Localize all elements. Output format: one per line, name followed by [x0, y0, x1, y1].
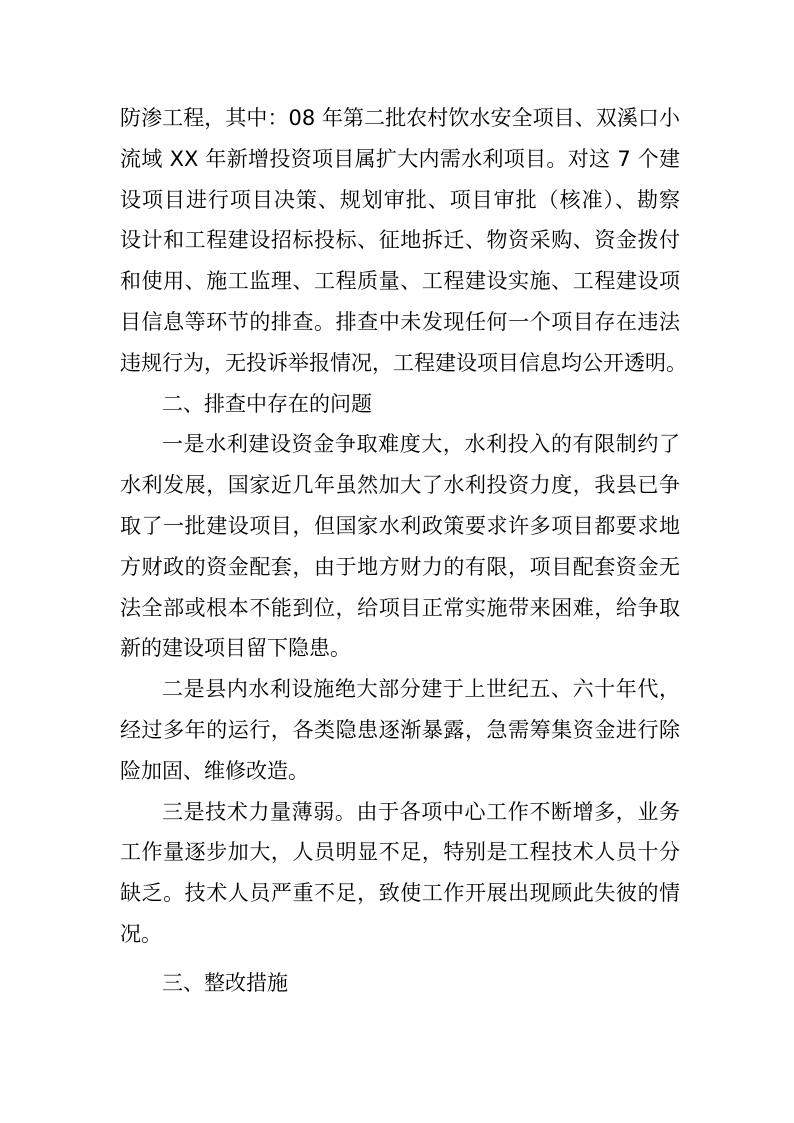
paragraph-line: 取了一批建设项目，但国家水利政策要求许多项目都要求地 [120, 513, 680, 538]
paragraph-line: 流域 XX 年新增投资项目属扩大内需水利项目。对这 7 个建 [120, 146, 680, 171]
paragraph-line: 设计和工程建设招标投标、征地拆迁、物资采购、资金拨付 [120, 228, 680, 253]
paragraph-line: 法全部或根本不能到位，给项目正常实施带来困难，给争取 [120, 595, 680, 620]
paragraph-line: 方财政的资金配套，由于地方财力的有限，项目配套资金无 [120, 554, 680, 579]
paragraph-line: 目信息等环节的排查。排查中未发现任何一个项目存在违法 [120, 309, 680, 334]
section-heading: 二、排查中存在的问题 [162, 391, 372, 416]
document-body [120, 98, 687, 1004]
paragraph-line: 一是水利建设资金争取难度大，水利投入的有限制约了 [162, 432, 680, 457]
paragraph-line: 防渗工程，其中：08 年第二批农村饮水安全项目、双溪口小 [120, 106, 680, 130]
paragraph-line: 三是技术力量薄弱。由于各项中心工作不断增多，业务 [162, 799, 680, 824]
paragraph-line: 二是县内水利设施绝大部分建于上世纪五、六十年代， [162, 677, 680, 702]
paragraph-line: 况。 [120, 921, 162, 946]
section-heading: 三、整改措施 [162, 970, 288, 995]
paragraph-line: 险加固、维修改造。 [120, 758, 309, 783]
spacer [120, 955, 680, 963]
paragraph-line: 和使用、施工监理、工程质量、工程建设实施、工程建设项 [120, 269, 680, 294]
paragraph-line: 经过多年的运行，各类隐患逐渐暴露，急需筹集资金进行除 [120, 717, 680, 742]
paragraph-line: 违规行为，无投诉举报情况，工程建设项目信息均公开透明。 [120, 350, 687, 375]
paragraph-line: 新的建设项目留下隐患。 [120, 636, 351, 661]
paragraph-line: 工作量逐步加大，人员明显不足，特别是工程技术人员十分 [120, 840, 680, 865]
paragraph-line: 设项目进行项目决策、规划审批、项目审批（核准）、勘察 [120, 187, 680, 212]
paragraph-line: 缺乏。技术人员严重不足，致使工作开展出现顾此失彼的情 [120, 881, 680, 906]
paragraph-line: 水利发展，国家近几年虽然加大了水利投资力度，我县已争 [120, 473, 680, 498]
